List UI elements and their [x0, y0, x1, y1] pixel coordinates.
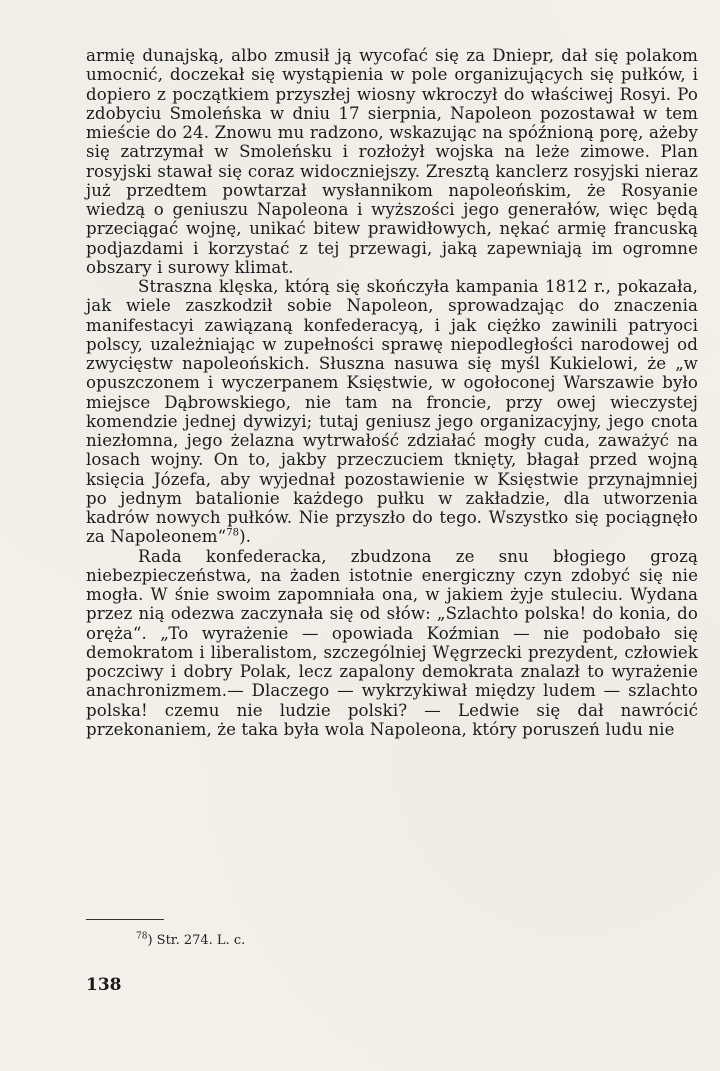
page-number: 138 [86, 975, 122, 995]
paragraph-2-text: Straszna klęska, którą się skończyła kampania 1812 r., pokazała, jak wiele zaszkodził sobie Napoleon, sprowadzając do znaczenia manifestacyi zawiązaną konfederacyą, i jak ciężko zawinili patryoci polscy, uzależniając w zupełności sprawę niepodległości narodowej od zwycięstw napoleońskich. Słuszna nasuwa się myśl Kukielowi, że „w opuszczonem i wyczerpanem Księstwie, w ogołoconej Warszawie było miejsce Dąbrowskiego, nie tam na froncie, przy owej wieczystej komendzie jednej dywizyi; tutaj geniusz jego organizacyjny, jego cnota niezłomna, jego żelazna wytrwałość zdziałać mogły cuda, zaważyć na losach wojny. On to, jakby przeczuciem tknięty, błagał przed wojną księcia Józefa, aby wyjednał pozostawienie w Księstwie przynajmniej po jednym batalionie każdego pułku w zakładzie, dla utworzenia kadrów nowych pułków. Nie przyszło do tego. Wszystko się pociągnęło za Napoleonem“ [86, 277, 698, 547]
paragraph-1 [86, 46, 698, 277]
footnote [136, 933, 245, 949]
paragraph-3 [86, 547, 698, 740]
footnote-divider [86, 919, 164, 920]
paragraph-2 [86, 277, 698, 547]
footnote-text: Str. 274. L. c. [156, 933, 246, 948]
paragraph-2-tail: ). [239, 527, 252, 547]
paragraph-1-text: armię dunajską, albo zmusił ją wycofać się za Dniepr, dał się polakom umocnić, doczekał się wystąpienia w pole organizujących się pułków, i dopiero z początkiem przyszłej wiosny wkroczył do właściwej Rosyi. Po zdobyciu Smoleńska w dniu 17 sierpnia, Napoleon pozostawał w tem mieście do 24. Znowu mu radzono, wskazując na spóźnioną porę, ażeby się zatrzymał w Smoleńsku i rozłożył wojska na leże zimowe. Plan rosyjski stawał się coraz widoczniejszy. Zresztą kanclerz rosyjski nieraz już przedtem powtarzał wysłannikom napoleońskim, że Rosyanie wiedzą o geniuszu Napoleona i wyższości jego generałów, więc będą przeciągać wojnę, unikać bitew prawidłowych, nękać armię francuską podjazdami i korzystać z tej przewagi, jaką zapewniają im ogromne obszary i surowy klimat. [86, 46, 698, 277]
paragraph-3-text: Rada konfederacka, zbudzona ze snu błogiego grozą niebezpieczeństwa, na żaden istotnie energiczny czyn zdobyć się nie mogła. W śnie swoim zapomniała ona, w jakiem żyje stuleciu. Wydana przez nią odezwa zaczynała się od słów: „Szlachto polska! do konia, do oręża“. „To wyrażenie — opowiada Koźmian — nie podobało się demokratom i liberalistom, szczególniej Węgrzecki prezydent, człowiek poczciwy i dobry Polak, lecz zapalony demokrata znalazł to wyrażenie anachronizmem.— Dlaczego — wykrzykiwał między ludem — szlachto polska! czemu nie ludzie polski? — Ledwie się dał nawrócić przekonaniem, że taka była wola Napoleona, który poruszeń ludu nie [86, 546, 698, 739]
body-text [86, 46, 698, 739]
footnote-reference: 78 [226, 527, 240, 539]
footnote-number: 78 [136, 931, 148, 942]
footnote-number-suffix: ) [147, 933, 153, 948]
